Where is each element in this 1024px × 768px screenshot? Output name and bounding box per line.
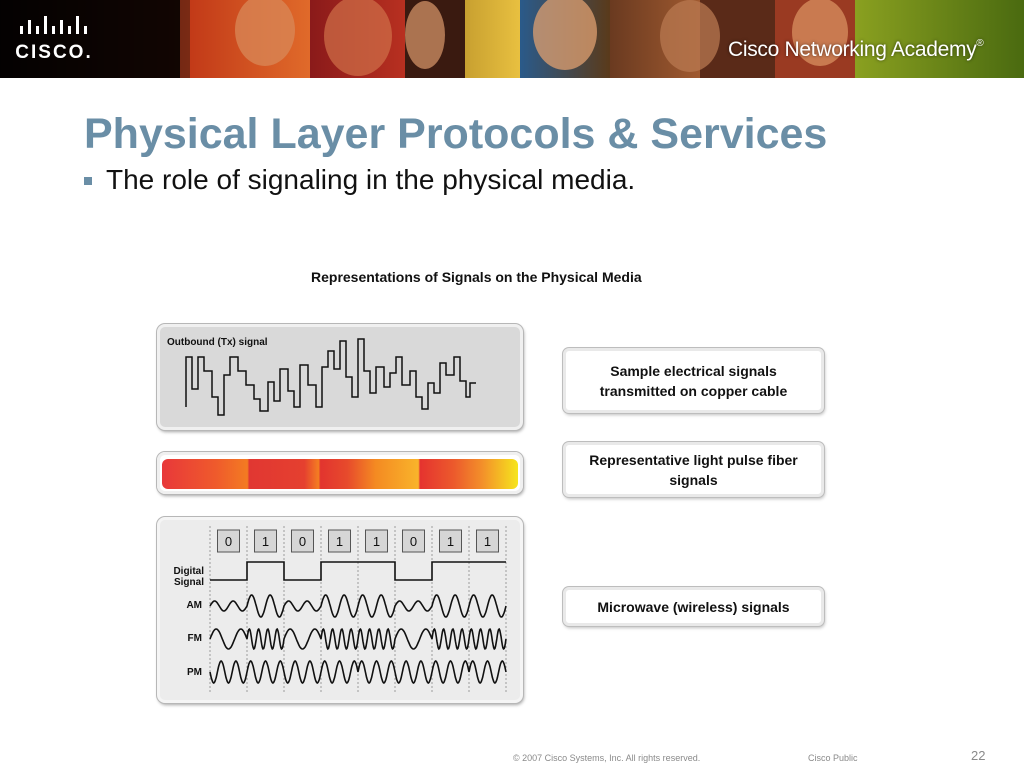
fm-label: FM (187, 633, 202, 644)
fiber-light-pulse-strip (162, 459, 518, 489)
copper-signal-waveform (160, 327, 520, 427)
footer-copyright: © 2007 Cisco Systems, Inc. All rights reserved. (513, 753, 701, 763)
bit-label: 1 (446, 534, 455, 549)
cisco-logo (14, 14, 94, 62)
outbound-signal-label: Outbound (Tx) signal (167, 337, 268, 348)
digital-signal-label: Digital Signal (173, 566, 204, 588)
bit-label: 0 (298, 534, 307, 549)
wireless-callout (563, 587, 824, 626)
fiber-callout (563, 442, 824, 497)
figure-title: Representations of Signals on the Physical Media (311, 269, 642, 285)
bullet-text: The role of signaling in the physical media. (106, 164, 636, 195)
bit-label: 0 (409, 534, 418, 549)
slide-title: Physical Layer Protocols & Services (84, 110, 828, 158)
copper-callout (563, 348, 824, 413)
academy-title-text: Cisco Networking Academy (728, 38, 977, 61)
pm-label: PM (187, 667, 202, 678)
cisco-wordmark: CISCO. (15, 42, 93, 63)
copper-callout-text: Sample electrical signals transmitted on copper cable (599, 362, 788, 399)
cisco-bars-icon (14, 14, 94, 40)
fiber-signal-panel (157, 452, 523, 494)
registered-mark: ® (976, 38, 984, 49)
bit-label: 1 (335, 534, 344, 549)
bit-label: 1 (261, 534, 270, 549)
fiber-callout-text: Representative light pulse fiber signals (589, 451, 798, 488)
wireless-callout-text: Microwave (wireless) signals (597, 598, 790, 615)
am-label: AM (186, 600, 202, 611)
bit-label: 1 (372, 534, 381, 549)
academy-title (728, 38, 983, 62)
wireless-signal-panel (157, 517, 523, 703)
modulation-diagram (160, 520, 520, 700)
bullet-item (84, 164, 635, 196)
page-number: 22 (971, 748, 986, 763)
bit-label: 0 (224, 534, 233, 549)
footer-classification: Cisco Public (808, 753, 858, 763)
bit-label: 1 (483, 534, 492, 549)
bullet-square-icon (84, 177, 92, 185)
copper-signal-panel (157, 324, 523, 430)
header-banner (0, 0, 1024, 78)
